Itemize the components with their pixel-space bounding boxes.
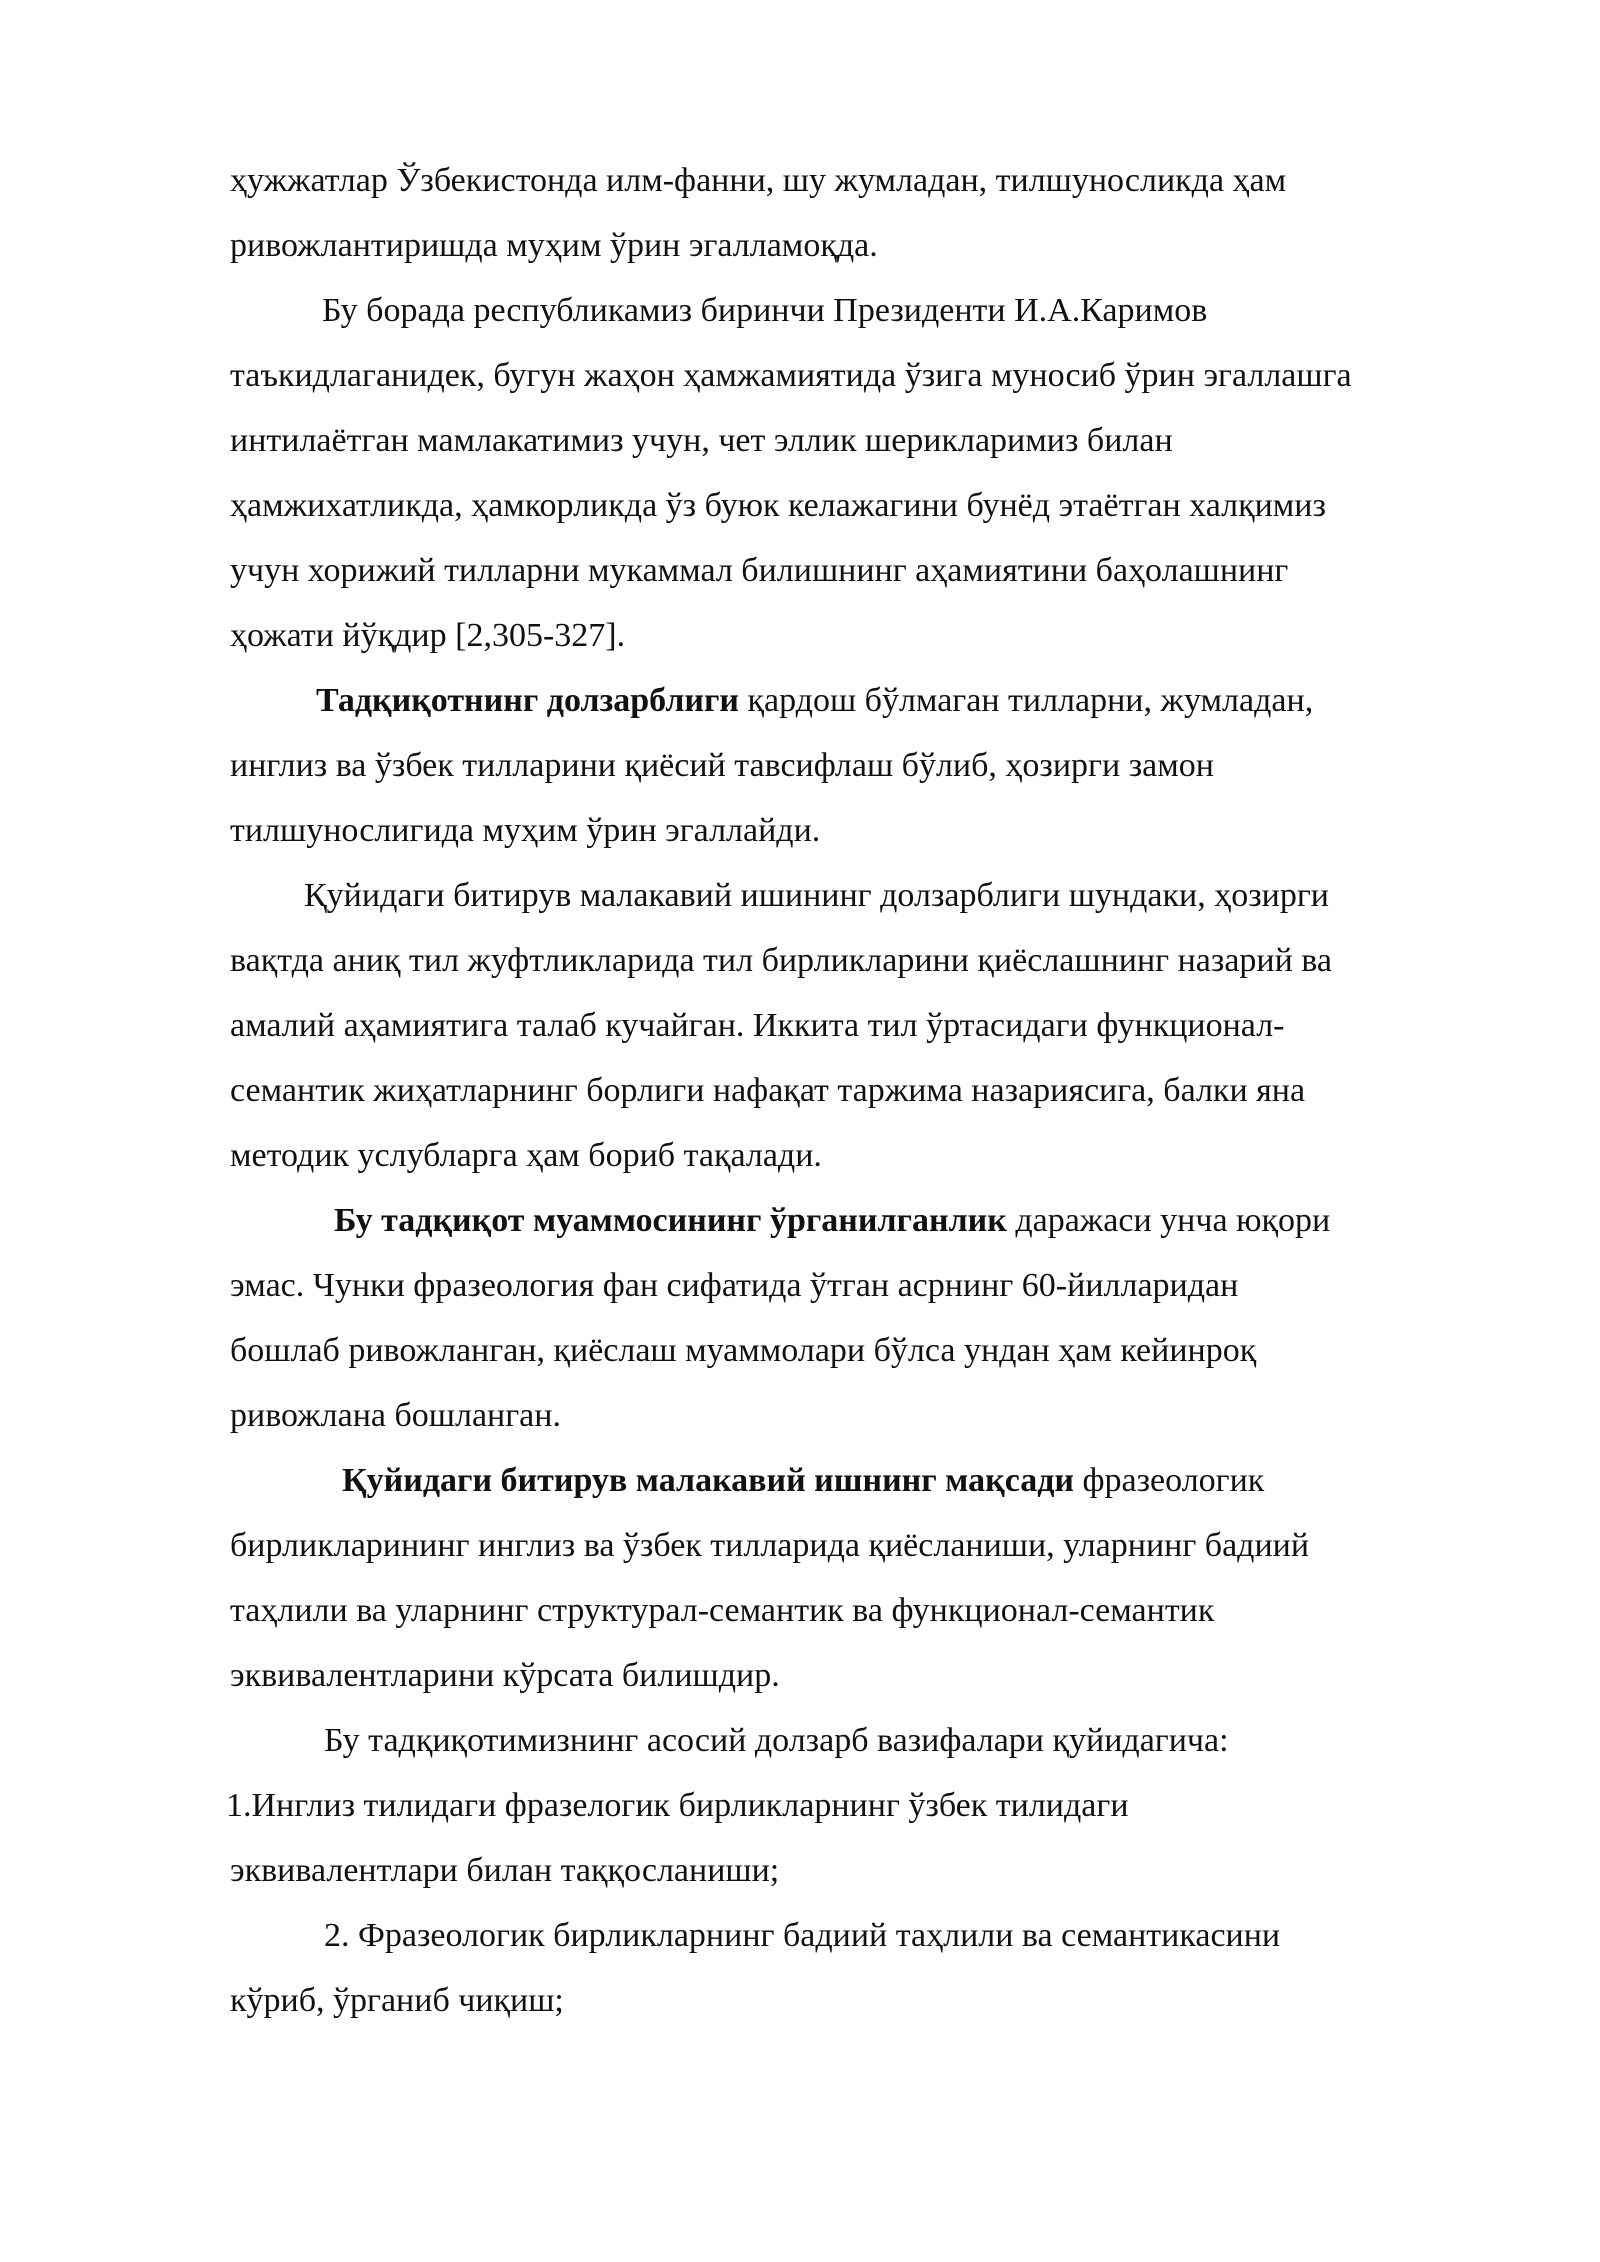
text-line: эмас. Чунки фразеология фан сифатида ўтган асрнинг 60-йилларидан (230, 1267, 1239, 1304)
text-line: ривожлана бошланган. (230, 1397, 561, 1434)
task-item-1 (226, 1773, 1490, 1903)
text-line: ривожлантиришда муҳим ўрин эгалламоқда. (230, 227, 878, 264)
paragraph-goal (230, 1448, 1490, 1708)
text-run: фразеологик (1074, 1462, 1265, 1499)
text-line: ҳужжатлар Ўзбекистонда илм-фанни, шу жумладан, тилшуносликда ҳам (230, 162, 1287, 199)
text-line: тилшунослигида муҳим ўрин эгаллайди. (230, 812, 821, 849)
text-line: эквивалентлари билан таққосланиши; (230, 1852, 780, 1889)
text-line (230, 1188, 1490, 1253)
text-line: таъкидлаганидек, бугун жаҳон ҳамжамиятида ўзига муносиб ўрин эгаллашга (230, 357, 1352, 394)
text-line: Бу тадқиқотимизнинг асосий долзарб вазифалари қуйидагича: (324, 1722, 1229, 1759)
text-run: қардош бўлмаган тилларни, жумладан, (739, 682, 1314, 719)
bold-term: Бу тадқиқот муаммосининг ўрганилганлик (334, 1202, 1007, 1239)
text-line: ҳожати йўқдир [2,305-327]. (230, 617, 626, 654)
bold-term: Тадқиқотнинг долзарблиги (316, 682, 740, 719)
text-line (230, 668, 1490, 733)
paragraph-2 (230, 278, 1490, 668)
text-line: бирликларининг инглиз ва ўзбек тилларида қиёсланиши, уларнинг бадиий (230, 1527, 1310, 1564)
text-line: инглиз ва ўзбек тилларини қиёсий тавсифлаш бўлиб, ҳозирги замон (230, 747, 1214, 784)
text-line: Бу борада республикамиз биринчи Президенти И.А.Каримов (322, 292, 1208, 329)
text-run: даражаси унча юқори (1006, 1202, 1331, 1239)
text-line: вақтда аниқ тил жуфтликларида тил бирликларини қиёслашнинг назарий ва (230, 942, 1332, 979)
text-line (230, 1448, 1490, 1513)
paragraph-1 (230, 148, 1490, 278)
text-line: учун хорижий тилларни мукаммал билишнинг аҳамиятини баҳолашнинг (230, 552, 1289, 589)
text-line: эквивалентларини кўрсата билишдир. (230, 1657, 780, 1694)
document-body (226, 148, 1490, 2033)
text-line: ҳамжихатликда, ҳамкорликда ўз буюк келажагини бунёд этаётган халқимиз (230, 487, 1326, 524)
text-line: амалий аҳамиятига талаб кучайган. Иккита тил ўртасидаги функционал- (230, 1007, 1285, 1044)
text-line: семантик жиҳатларнинг борлиги нафақат таржима назариясига, балки яна (230, 1072, 1306, 1109)
paragraph-relevance (230, 668, 1490, 863)
text-line: Қуйидаги битирув малакавий ишининг долзарблиги шундаки, ҳозирги (304, 877, 1329, 914)
text-line: 2. Фразеологик бирликларнинг бадиий таҳлили ва семантикасини (324, 1917, 1281, 1954)
text-line: 1.Инглиз тилидаги фразелогик бирликларнинг ўзбек тилидаги (226, 1787, 1129, 1824)
bold-term: Қуйидаги битирув малакавий ишнинг мақсади (342, 1462, 1074, 1499)
text-line: интилаётган мамлакатимиз учун, чет эллик шерикларимиз билан (230, 422, 1173, 459)
paragraph-4 (230, 863, 1490, 1188)
text-line: таҳлили ва уларнинг структурал-семантик ва функционал-семантик (230, 1592, 1215, 1629)
text-line: кўриб, ўрганиб чиқиш; (230, 1982, 564, 2019)
paragraph-study-level (230, 1188, 1490, 1448)
text-line: методик услубларга ҳам бориб тақалади. (230, 1137, 822, 1174)
task-item-2 (230, 1903, 1490, 2033)
paragraph-tasks-intro (230, 1708, 1490, 1773)
text-line: бошлаб ривожланган, қиёслаш муаммолари бўлса ундан ҳам кейинроқ (230, 1332, 1257, 1369)
